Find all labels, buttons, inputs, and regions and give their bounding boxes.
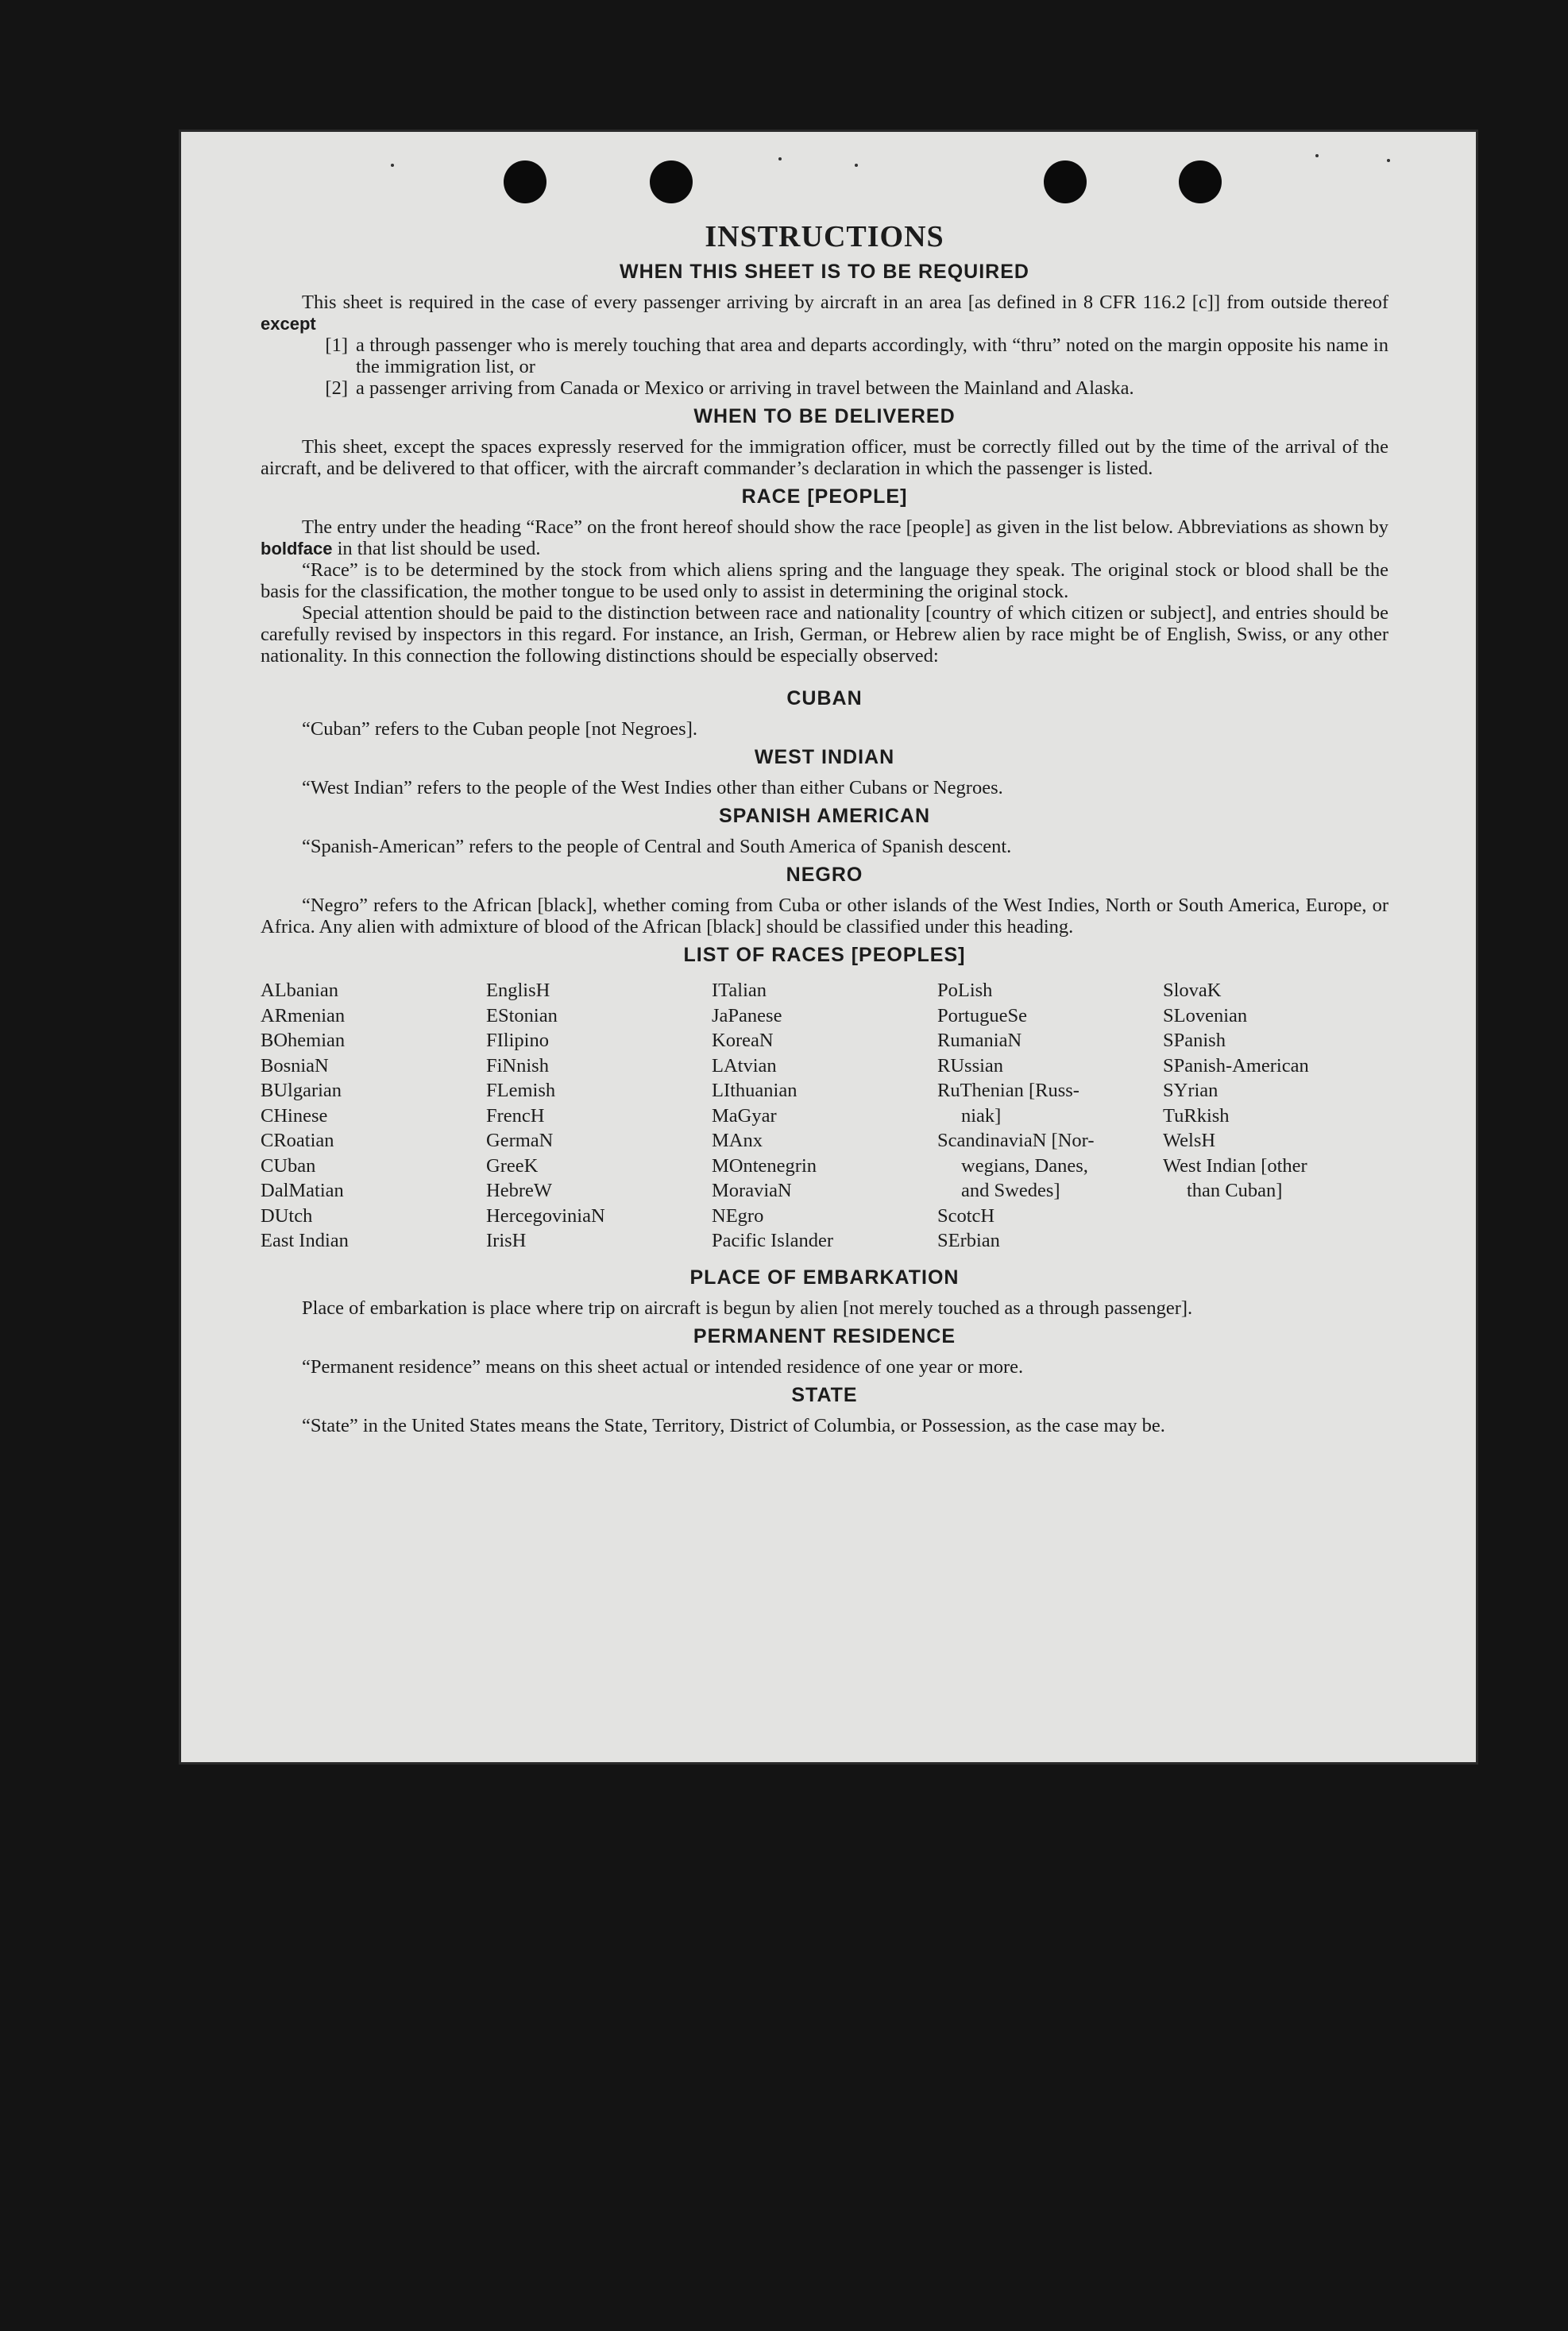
race-entry: MaGyar (712, 1104, 777, 1127)
race-entry: West Indian [other (1163, 1154, 1307, 1177)
race-entry: Pacific Islander (712, 1230, 834, 1251)
race-entry: KoreaN (712, 1030, 774, 1051)
race-entry: SErbian (937, 1230, 1000, 1251)
heading-race: RACE [PEOPLE] (741, 485, 908, 508)
speck (855, 164, 858, 167)
punch-hole (504, 160, 546, 203)
race-entry: FrencH (486, 1104, 545, 1127)
para-race-3: Special attention should be paid to the distinction between race and nationality [country of which citizen or subject], and entries should be carefully revised by inspectors in this regard. For instance, an Irish, German, or Hebrew alien by race might be of English, Swiss, or any other nationality. In this connection the following distinctions should be especially observed: (261, 602, 1388, 667)
race-entry: TuRkish (1163, 1104, 1230, 1127)
punch-hole (1179, 160, 1222, 203)
races-column-2 (486, 978, 712, 1254)
punch-hole (650, 160, 693, 203)
race-entry: FLemish (486, 1080, 556, 1101)
heading-when-delivered: WHEN TO BE DELIVERED (693, 405, 956, 427)
para-negro: “Negro” refers to the African [black], whether coming from Cuba or other islands of the West Indies, North or South America, Europe, or Africa. Any alien with admixture of blood of the African [black] should be classified under this heading. (261, 895, 1388, 937)
race-entry: MAnx (712, 1130, 763, 1151)
race-entry: SYrian (1163, 1080, 1218, 1101)
race-entry: ScotcH (937, 1204, 995, 1227)
item-text: a through passenger who is merely touching that area and departs accordingly, with “thru” noted on the margin opposite his name in the immigration list, or (356, 334, 1388, 377)
race-entry: East Indian (261, 1230, 349, 1251)
race-entry: IrisH (486, 1230, 527, 1251)
para-place-of-embarkation: Place of embarkation is place where trip on aircraft is begun by alien [not merely touched as a through passenger]. (302, 1297, 1193, 1319)
para-spanish-american: “Spanish-American” refers to the people of Central and South America of Spanish descent. (302, 836, 1012, 857)
race-entry: niak] (961, 1104, 1002, 1127)
para-west-indian: “West Indian” refers to the people of the West Indies other than either Cubans or Negroes. (302, 777, 1003, 798)
race-entry: RUssian (937, 1054, 1004, 1077)
race-entry: CRoatian (261, 1130, 334, 1151)
race-entry: BUlgarian (261, 1080, 342, 1101)
race-entry: wegians, Danes, (961, 1154, 1088, 1177)
race-entry: HebreW (486, 1180, 552, 1201)
speck (1387, 159, 1390, 162)
heading-spanish-american: SPANISH AMERICAN (718, 805, 930, 827)
punch-hole (1044, 160, 1087, 203)
race-entry: PoLish (937, 980, 993, 1001)
race-entry: WelsH (1163, 1130, 1216, 1151)
instructions-content (261, 219, 1388, 1436)
races-column-1 (261, 978, 486, 1254)
races-table (261, 978, 1388, 1254)
races-column-3 (712, 978, 937, 1254)
race-entry: EnglisH (486, 980, 550, 1001)
heading-west-indian: WEST INDIAN (754, 746, 895, 768)
race-entry: SPanish (1163, 1030, 1226, 1051)
bold-except: except (261, 314, 316, 334)
heading-state: STATE (791, 1383, 858, 1406)
item-text: a passenger arriving from Canada or Mexico or arriving in travel between the Mainland and Alaska. (356, 377, 1134, 399)
race-entry: EStonian (486, 1004, 558, 1026)
para-race-1 (261, 516, 1388, 559)
race-entry: HercegoviniaN (486, 1204, 605, 1227)
race-entry: RumaniaN (937, 1030, 1022, 1051)
speck (1315, 154, 1319, 157)
document-page (181, 132, 1476, 1762)
race-entry: MOntenegrin (712, 1154, 817, 1177)
para-text: The entry under the heading “Race” on the front hereof should show the race [people] as given in the list below. Abbreviations as shown by (302, 516, 1388, 538)
bold-boldface: boldface (261, 539, 333, 559)
heading-cuban: CUBAN (786, 687, 863, 709)
heading-permanent-residence: PERMANENT RESIDENCE (693, 1324, 956, 1347)
race-entry: than Cuban] (1187, 1180, 1283, 1201)
para-race-2: “Race” is to be determined by the stock from which aliens spring and the language they speak. The original stock or blood shall be the basis for the classification, the mother tongue to be used only to assist in determining the original stock. (261, 559, 1388, 602)
speck (778, 157, 782, 160)
race-entry: FIlipino (486, 1030, 549, 1051)
races-column-4 (937, 978, 1163, 1254)
para-when-required (261, 292, 1388, 334)
race-entry: SLovenian (1163, 1004, 1248, 1026)
race-entry: PortugueSe (937, 1004, 1027, 1026)
list-item (261, 377, 1388, 399)
heading-when-required: WHEN THIS SHEET IS TO BE REQUIRED (620, 261, 1029, 283)
item-number: [2] (325, 377, 348, 399)
para-text: This sheet is required in the case of every passenger arriving by aircraft in an area [as defined in 8 CFR 116.2 [c]] from outside thereof (302, 292, 1388, 313)
race-entry: CHinese (261, 1104, 328, 1127)
race-entry: GermaN (486, 1130, 554, 1151)
race-entry: ITalian (712, 980, 767, 1001)
speck (391, 164, 394, 167)
para-state: “State” in the United States means the State, Territory, District of Columbia, or Possession, as the case may be. (302, 1414, 1165, 1436)
race-entry: LIthuanian (712, 1080, 798, 1101)
para-permanent-residence: “Permanent residence” means on this sheet actual or intended residence of one year or more. (302, 1355, 1024, 1378)
race-entry: BOhemian (261, 1030, 346, 1051)
race-entry: GreeK (486, 1154, 539, 1177)
heading-negro: NEGRO (786, 864, 863, 886)
races-column-5 (1163, 978, 1388, 1254)
race-entry: JaPanese (712, 1004, 782, 1026)
para-cuban: “Cuban” refers to the Cuban people [not Negroes]. (302, 718, 697, 740)
race-entry: MoraviaN (712, 1180, 792, 1201)
race-entry: BosniaN (261, 1054, 329, 1077)
race-entry: ScandinaviaN [Nor- (937, 1130, 1095, 1151)
race-entry: RuThenian [Russ- (937, 1080, 1079, 1101)
item-number: [1] (325, 334, 348, 356)
race-entry: ARmenian (261, 1004, 346, 1026)
race-entry: DUtch (261, 1204, 313, 1227)
race-entry: NEgro (712, 1204, 764, 1227)
race-entry: CUban (261, 1154, 316, 1177)
race-entry: LAtvian (712, 1054, 777, 1077)
race-entry: DalMatian (261, 1180, 344, 1201)
race-entry: ALbanian (261, 980, 338, 1001)
heading-place-of-embarkation: PLACE OF EMBARKATION (689, 1266, 960, 1289)
race-entry: SPanish-American (1163, 1054, 1309, 1077)
heading-list-of-races: LIST OF RACES [PEOPLES] (683, 944, 966, 966)
race-entry: FiNnish (486, 1054, 549, 1077)
race-entry: SlovaK (1163, 980, 1222, 1001)
list-item (261, 334, 1388, 377)
para-when-delivered: This sheet, except the spaces expressly reserved for the immigration officer, must be correctly filled out by the time of the arrival of the aircraft, and be delivered to that officer, with the aircraft commander’s declaration in which the passenger is listed. (261, 436, 1388, 479)
para-text: in that list should be used. (337, 538, 541, 559)
page-title: INSTRUCTIONS (705, 220, 944, 253)
race-entry: and Swedes] (961, 1180, 1060, 1201)
